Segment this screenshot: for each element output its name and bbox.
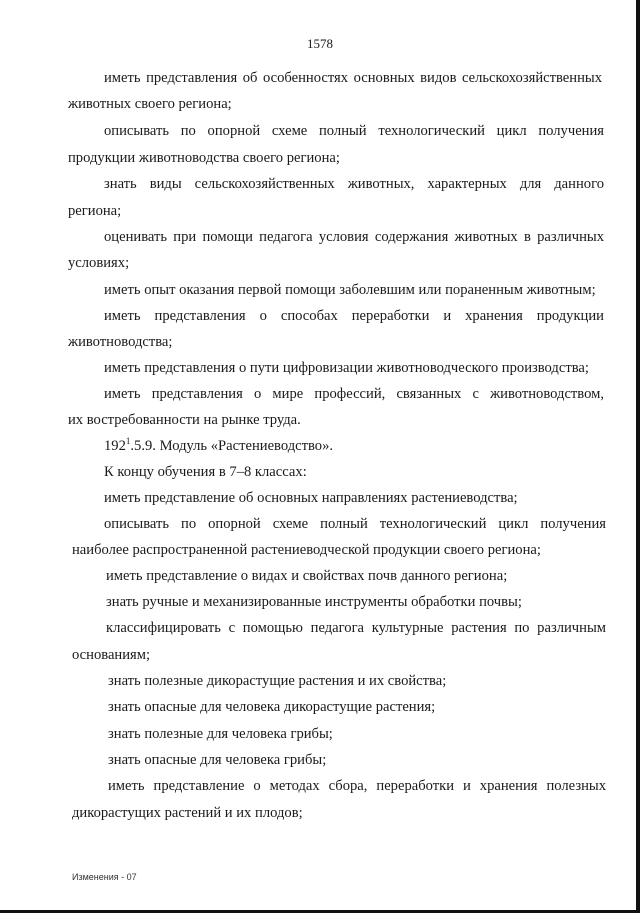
text-line: знать полезные дикорастущие растения и их свойства; bbox=[108, 673, 447, 689]
footer-note: Изменения - 07 bbox=[72, 872, 137, 882]
text-line: продукции животноводства своего региона; bbox=[68, 150, 340, 166]
text-line: основаниям; bbox=[72, 647, 151, 663]
text-line: животных своего региона; bbox=[68, 96, 232, 112]
text-line: знать опасные для человека грибы; bbox=[108, 752, 327, 768]
text-line: классифицировать с помощью педагога культурные растения по различным bbox=[106, 620, 606, 636]
section-title: .5.9. Модуль «Растениеводство». bbox=[130, 438, 334, 454]
text-line: знать полезные для человека грибы; bbox=[108, 726, 333, 742]
text-line: дикорастущих растений и их плодов; bbox=[72, 805, 303, 821]
text-line: иметь представления о способах переработки и хранения продукции bbox=[104, 308, 604, 324]
text-line: их востребованности на рынке труда. bbox=[68, 412, 301, 428]
text-line: иметь представление о видах и свойствах почв данного региона; bbox=[106, 568, 508, 584]
text-line: знать опасные для человека дикорастущие растения; bbox=[108, 699, 436, 715]
scan-edge-right bbox=[636, 0, 640, 913]
text-line: условиях; bbox=[68, 255, 130, 271]
section-number: 192 bbox=[104, 438, 126, 454]
section-heading bbox=[104, 436, 333, 456]
text-line: иметь представление об основных направлениях растениеводства; bbox=[104, 490, 518, 506]
text-line: знать ручные и механизированные инструменты обработки почвы; bbox=[106, 594, 522, 610]
text-line: животноводства; bbox=[68, 334, 173, 350]
text-line: К концу обучения в 7–8 классах: bbox=[104, 464, 307, 480]
text-line: иметь представление о методах сбора, переработки и хранения полезных bbox=[108, 778, 606, 794]
text-line: региона; bbox=[68, 203, 122, 219]
text-line: иметь представления о мире профессий, связанных с животноводством, bbox=[104, 386, 604, 402]
text-line: оценивать при помощи педагога условия содержания животных в различных bbox=[104, 229, 604, 245]
text-line: наиболее распространенной растениеводческой продукции своего региона; bbox=[72, 542, 541, 558]
section-superscript: 1 bbox=[125, 436, 131, 447]
text-line: иметь опыт оказания первой помощи заболевшим или пораненным животным; bbox=[104, 282, 596, 298]
text-line: иметь представления о пути цифровизации животноводческого производства; bbox=[104, 360, 589, 376]
text-line: иметь представления об особенностях основных видов сельскохозяйственных bbox=[104, 70, 602, 86]
text-line: знать виды сельскохозяйственных животных, характерных для данного bbox=[104, 176, 604, 192]
text-line: описывать по опорной схеме полный технологический цикл получения bbox=[104, 516, 606, 532]
page-number: 1578 bbox=[307, 36, 333, 51]
text-line: описывать по опорной схеме полный технологический цикл получения bbox=[104, 123, 604, 139]
